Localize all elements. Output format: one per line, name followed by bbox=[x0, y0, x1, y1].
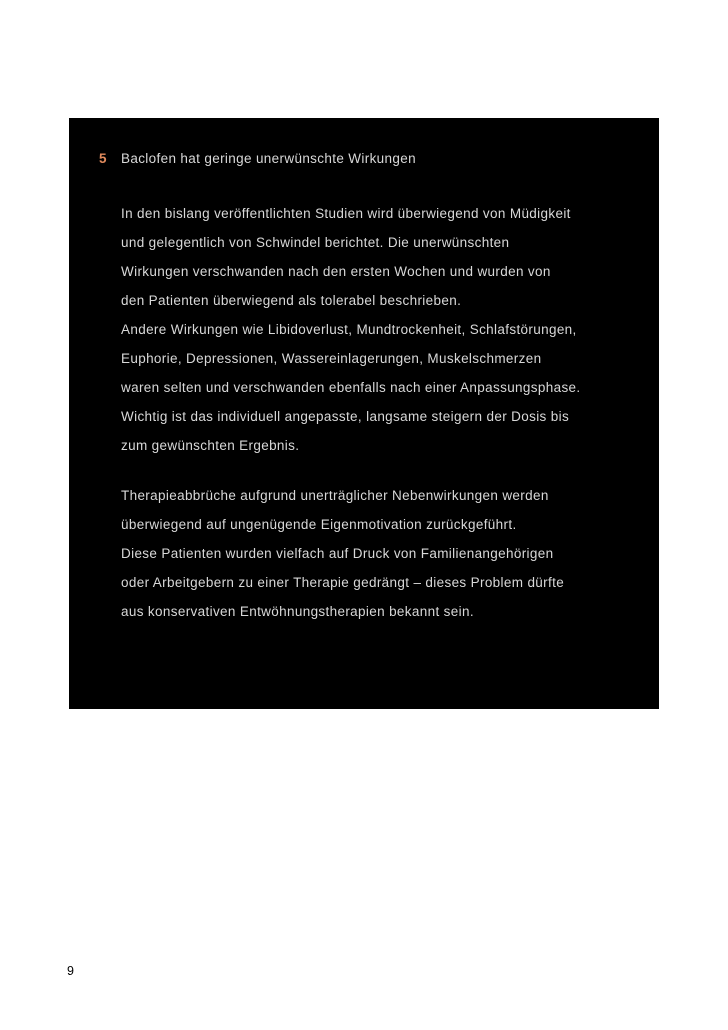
text-line: Wirkungen verschwanden nach den ersten Wochen und wurden von bbox=[121, 264, 551, 279]
text-line: Andere Wirkungen wie Libidoverlust, Mundtrockenheit, Schlafstörungen, bbox=[121, 322, 577, 337]
page-number: 9 bbox=[67, 964, 74, 978]
text-line: In den bislang veröffentlichten Studien wird überwiegend von Müdigkeit bbox=[121, 206, 571, 221]
slide-heading bbox=[99, 145, 416, 171]
paragraph-side-effects bbox=[121, 199, 656, 460]
heading-title: Baclofen hat geringe unerwünschte Wirkungen bbox=[121, 150, 416, 166]
paragraph-therapy-discontinuation bbox=[121, 481, 656, 626]
text-line: Euphorie, Depressionen, Wassereinlagerungen, Muskelschmerzen bbox=[121, 351, 542, 366]
slide-panel bbox=[69, 118, 659, 709]
text-line: waren selten und verschwanden ebenfalls nach einer Anpassungsphase. bbox=[121, 380, 581, 395]
text-line: oder Arbeitgebern zu einer Therapie gedrängt – dieses Problem dürfte bbox=[121, 575, 565, 590]
text-line: Wichtig ist das individuell angepasste, langsame steigern der Dosis bis bbox=[121, 409, 570, 424]
heading-number: 5 bbox=[99, 150, 107, 166]
text-line: aus konservativen Entwöhnungstherapien bekannt sein. bbox=[121, 604, 474, 619]
text-line: überwiegend auf ungenügende Eigenmotivation zurückgeführt. bbox=[121, 517, 517, 532]
text-line: zum gewünschten Ergebnis. bbox=[121, 438, 300, 453]
text-line: Diese Patienten wurden vielfach auf Druck von Familienangehörigen bbox=[121, 546, 554, 561]
text-line: Therapieabbrüche aufgrund unerträglicher Nebenwirkungen werden bbox=[121, 488, 549, 503]
text-line: und gelegentlich von Schwindel berichtet. Die unerwünschten bbox=[121, 235, 510, 250]
text-line: den Patienten überwiegend als tolerabel beschrieben. bbox=[121, 293, 462, 308]
